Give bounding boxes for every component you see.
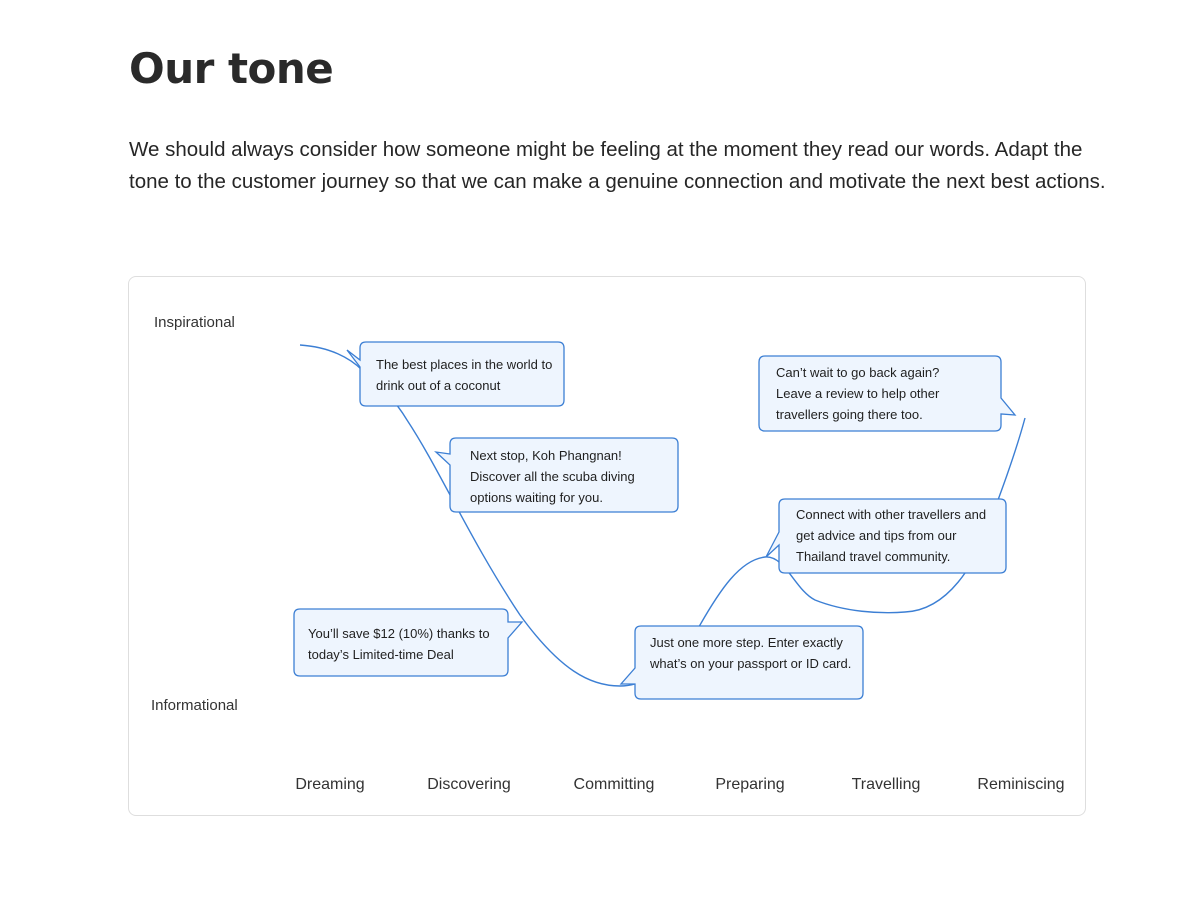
message-text-4: Just one more step. Enter exactly what’s on your passport or ID card.: [650, 635, 852, 671]
y-axis-top-label: Inspirational: [154, 314, 235, 331]
message-text-5: Connect with other travellers and get advice and tips from our Thailand travel community.: [796, 507, 987, 564]
stage-label-preparing: Preparing: [715, 776, 785, 793]
stage-label-reminiscing: Reminiscing: [977, 776, 1065, 793]
y-axis-bottom-label: Informational: [151, 697, 238, 714]
message-text-1: The best places in the world to drink out of a coconut: [376, 357, 553, 393]
page-title: Our tone: [129, 44, 334, 93]
message-text-2: Next stop, Koh Phangnan! Discover all the scuba diving options waiting for you.: [470, 448, 635, 505]
stage-label-committing: Committing: [573, 776, 655, 793]
stage-label-travelling: Travelling: [851, 776, 921, 793]
stage-label-discovering: Discovering: [427, 776, 511, 793]
message-text-6: Can’t wait to go back again? Leave a review to help other travellers going there too.: [776, 365, 940, 422]
stage-label-dreaming: Dreaming: [295, 776, 365, 793]
intro-paragraph: We should always consider how someone might be feeling at the moment they read our words. Adapt the tone to the customer journey so that we can make a genuine connection and motivate the next best actions.: [129, 138, 1106, 193]
message-text-3: You’ll save $12 (10%) thanks to today’s Limited-time Deal: [308, 626, 490, 662]
